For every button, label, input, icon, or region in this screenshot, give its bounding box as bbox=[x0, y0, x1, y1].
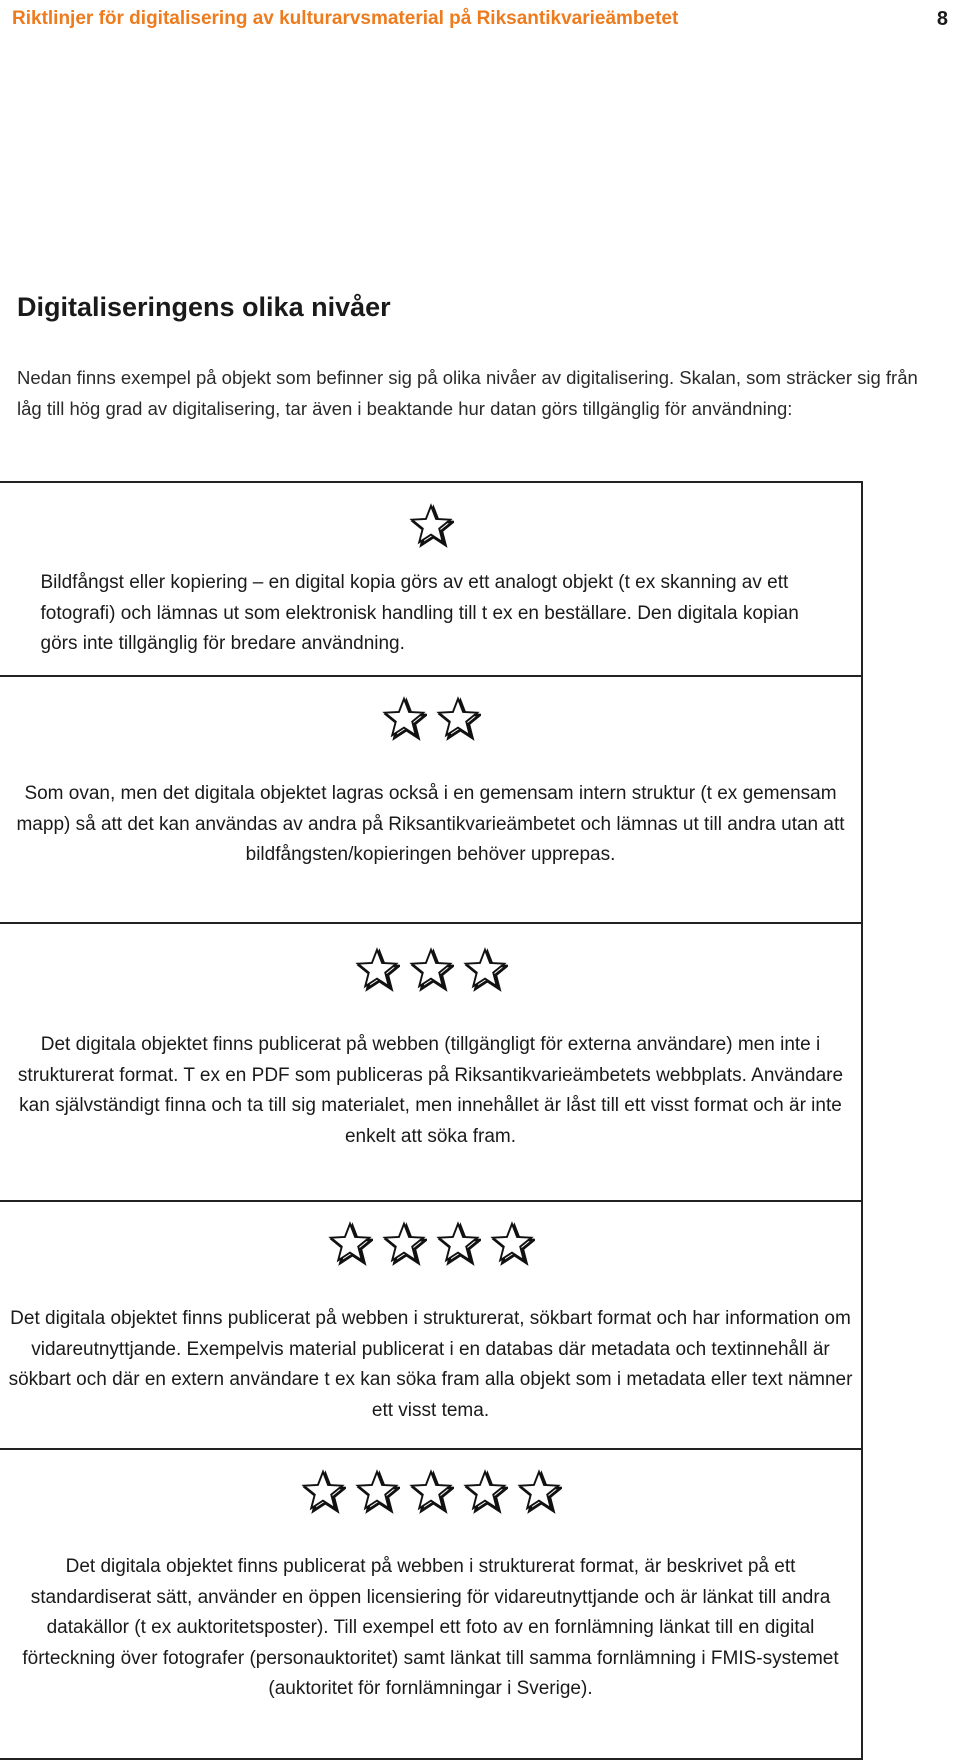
digitalization-levels-table bbox=[0, 481, 863, 1760]
level-3-row bbox=[0, 924, 861, 1202]
level-5-row bbox=[0, 1450, 861, 1758]
page-number: 8 bbox=[936, 7, 948, 30]
level-4-description: Det digitala objektet finns publicerat på webben i strukturerat, sökbart format och har information om vidareutnyttjande. Exempelvis material publicerat i en databas där metadata och textinnehåll är sökbart och där en extern användare t ex kan söka fram alla objekt som i metadata eller text nämner ett visst tema. bbox=[8, 1308, 853, 1421]
level-5-description: Det digitala objektet finns publicerat på webben i strukturerat format, är beskrivet på ett standardiserat sätt, använder en öppen licensiering för vidareutnyttjande och är länkat till andra datakällor (t ex auktoritetsposter). Till exempel ett foto av en fornlämning länkat till en digital förteckning över fotografer (personauktoritet) samt länkat till samma fornlämning i FMIS-systemet (auktoritet för fornlämningar i Sverige). bbox=[22, 1556, 839, 1699]
level-4-stars bbox=[0, 1202, 861, 1266]
star-outline-icon bbox=[435, 695, 481, 741]
level-2-row bbox=[0, 677, 861, 924]
star-outline-icon bbox=[354, 946, 400, 992]
intro-paragraph: Nedan finns exempel på objekt som befinner sig på olika nivåer av digitalisering. Skalan, som sträcker sig från låg till hög grad av digitalisering, tar även i beaktande hur datan görs tillgänglig för användning: bbox=[17, 367, 918, 419]
star-outline-icon bbox=[408, 502, 454, 548]
star-outline-icon bbox=[354, 1468, 400, 1514]
star-outline-icon bbox=[516, 1468, 562, 1514]
level-5-stars bbox=[0, 1450, 861, 1514]
star-outline-icon bbox=[381, 695, 427, 741]
level-2-description: Som ovan, men det digitala objektet lagras också i en gemensam intern struktur (t ex gemensam mapp) så att det kan användas av andra på Riksantikvarieämbetet och lämnas ut till andra utan att bildfångsten/kopieringen behöver upprepas. bbox=[16, 783, 845, 865]
star-outline-icon bbox=[408, 1468, 454, 1514]
level-1-row bbox=[0, 483, 861, 677]
running-header bbox=[12, 4, 948, 34]
star-outline-icon bbox=[462, 1468, 508, 1514]
star-outline-icon bbox=[435, 1220, 481, 1266]
level-4-row bbox=[0, 1202, 861, 1450]
level-1-description: Bildfångst eller kopiering – en digital kopia görs av ett analogt objekt (t ex skanning av ett fotografi) och lämnas ut som elektronisk handling till t ex en beställare. Den digitala kopian görs inte tillgänglig för bredare användning. bbox=[40, 572, 799, 654]
document-title: Riktlinjer för digitalisering av kulturarvsmaterial på Riksantikvarieämbetet bbox=[12, 8, 679, 29]
level-1-stars bbox=[0, 483, 861, 548]
star-outline-icon bbox=[300, 1468, 346, 1514]
level-2-stars bbox=[0, 677, 861, 741]
level-3-description: Det digitala objektet finns publicerat på webben (tillgängligt för externa användare) men inte i strukturerat format. T ex en PDF som publiceras på Riksantikvarieämbetets webbplats. Användare kan självständigt finna och ta till sig materialet, men innehållet är låst till ett visst format och är inte enkelt att söka fram. bbox=[17, 1034, 844, 1147]
star-outline-icon bbox=[327, 1220, 373, 1266]
star-outline-icon bbox=[489, 1220, 535, 1266]
section-title: Digitaliseringens olika nivåer bbox=[17, 292, 391, 322]
level-3-stars bbox=[0, 924, 861, 992]
star-outline-icon bbox=[462, 946, 508, 992]
star-outline-icon bbox=[408, 946, 454, 992]
star-outline-icon bbox=[381, 1220, 427, 1266]
